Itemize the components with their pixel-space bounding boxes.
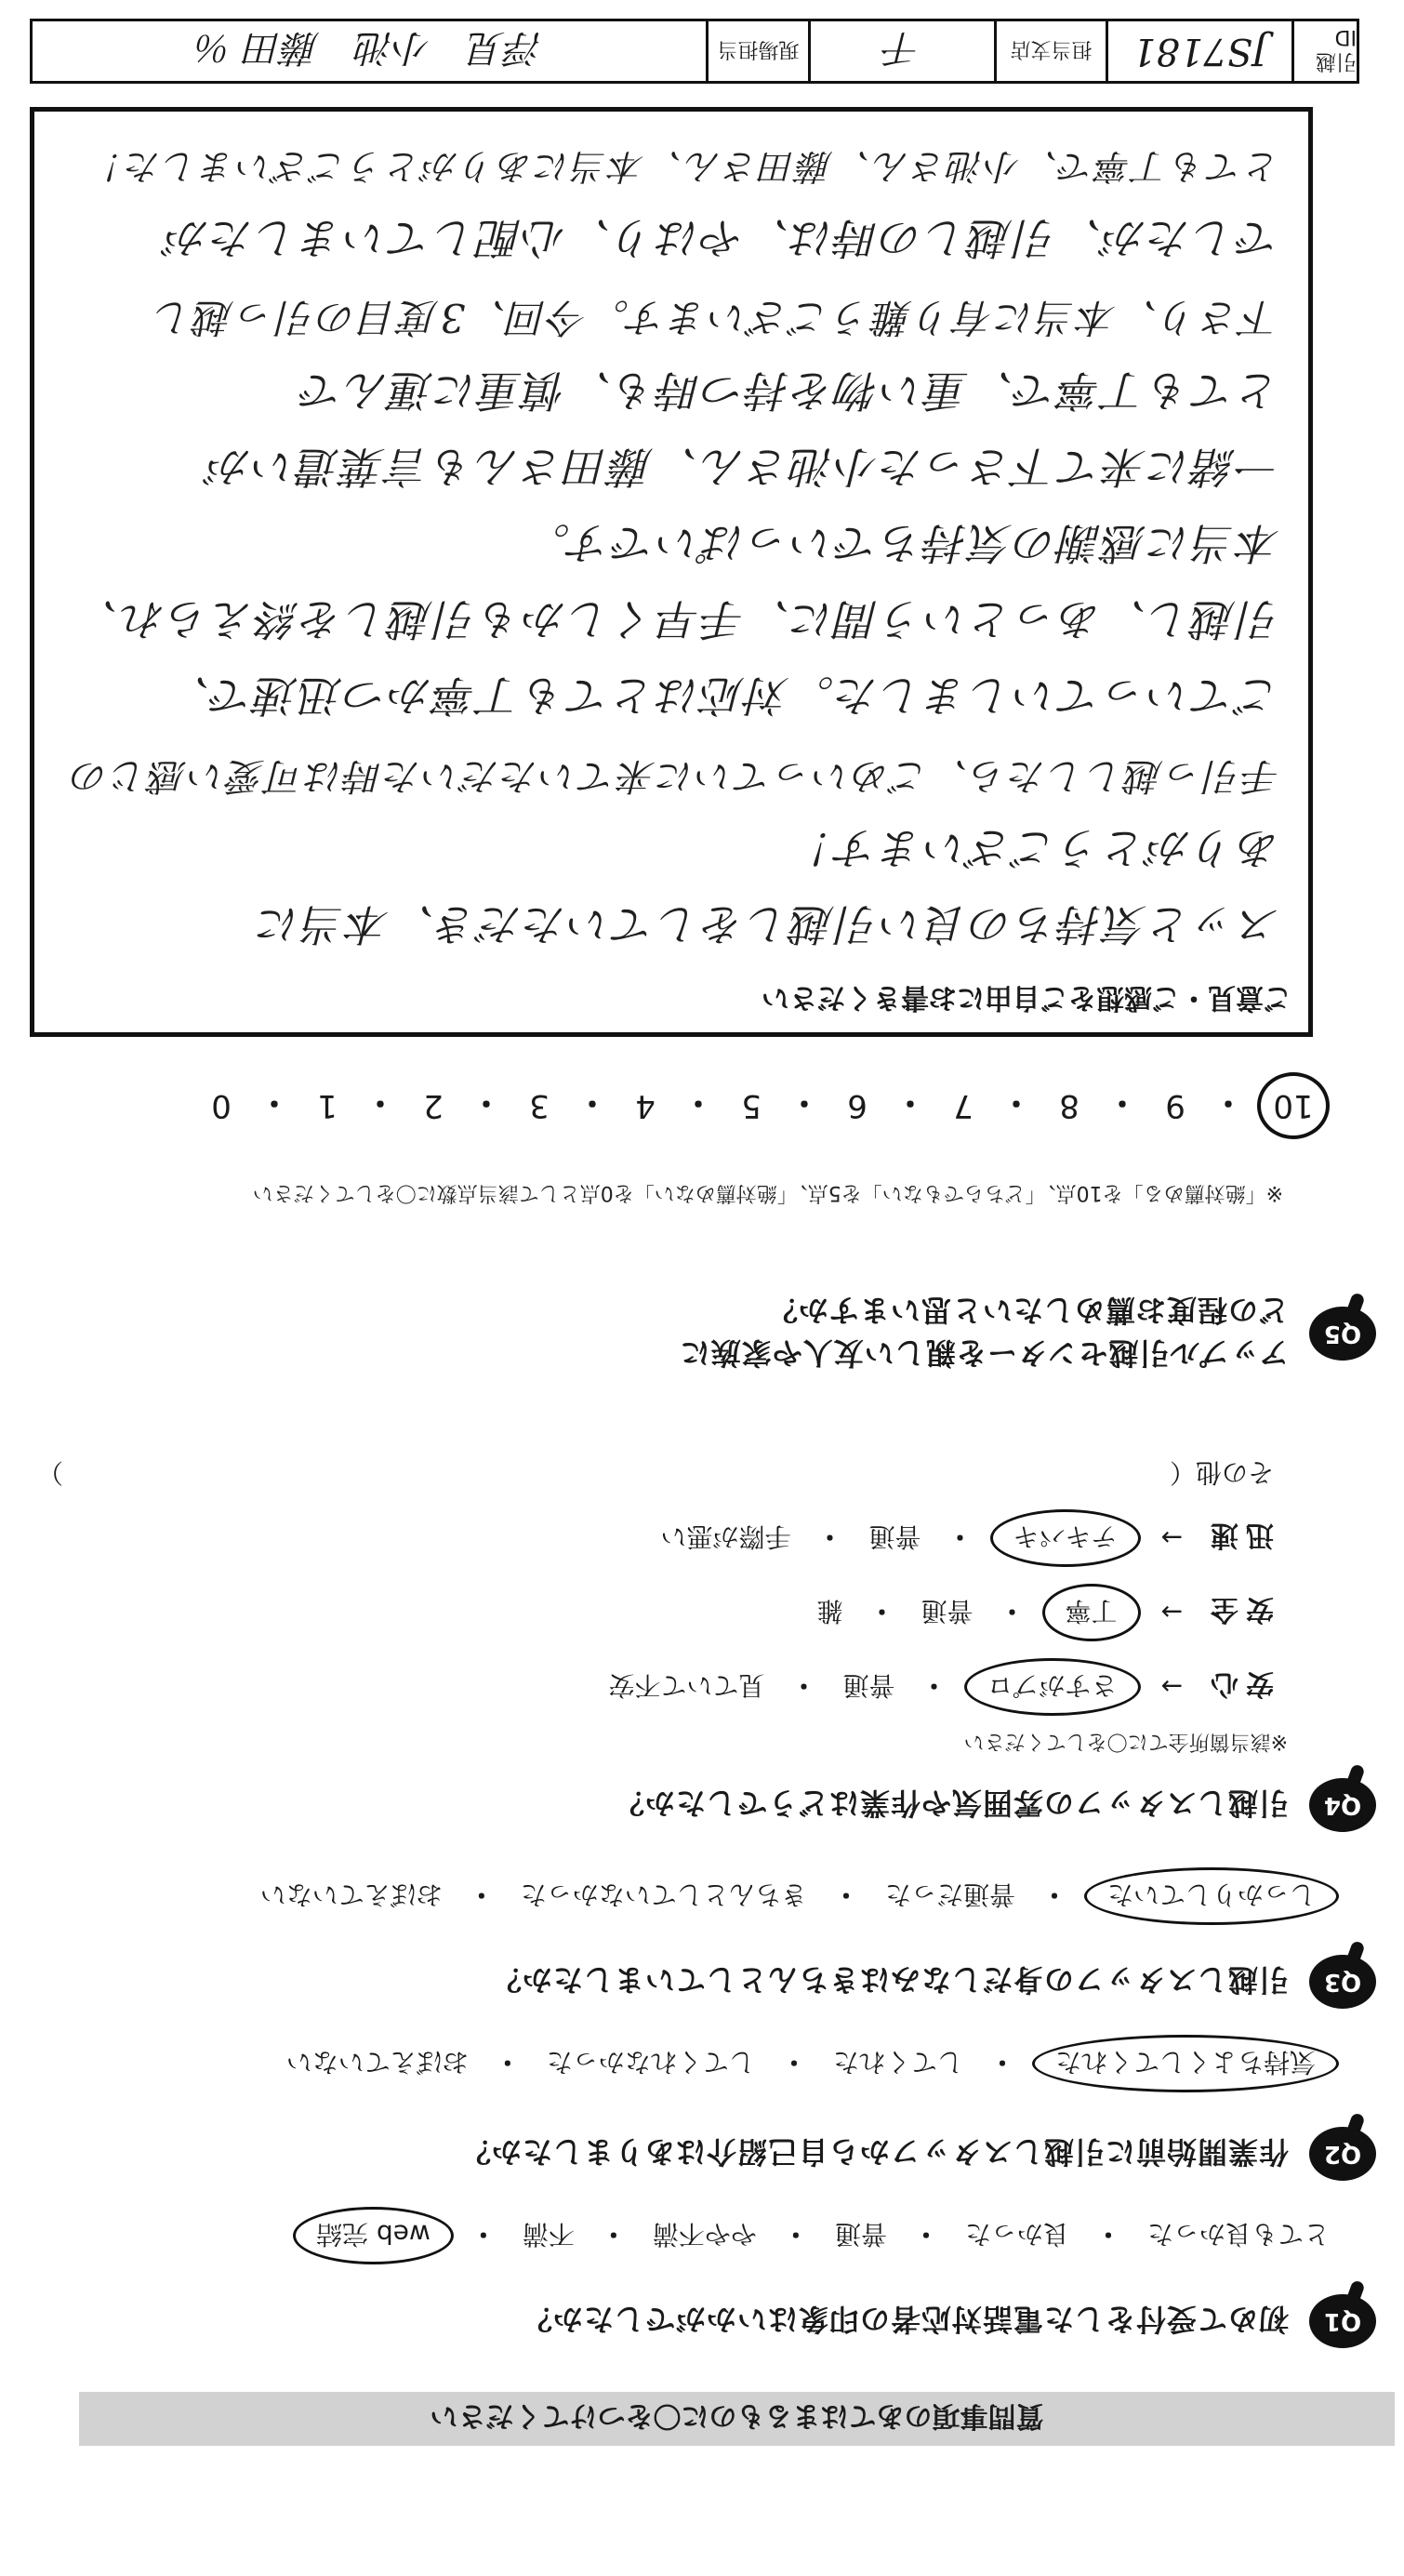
q1-options: とても良かった ・ 良かった ・ 普通 ・ やや不満 ・ 不満 ・ web 完結 [293, 2207, 1339, 2264]
handwritten-line: スッと気持ちの良い引越しをしていただき、本当に [256, 899, 1280, 949]
branch-label: 担当支店 [994, 21, 1106, 81]
comment-box[interactable] [30, 107, 1313, 1037]
q3-header [491, 1955, 1376, 2009]
q5-badge: Q5 [1309, 1307, 1376, 1361]
q4-option[interactable]: 雑 [816, 1596, 843, 1627]
scale-option[interactable]: 6 [847, 1087, 868, 1124]
q1-option[interactable]: 不満 [522, 2219, 575, 2250]
handwritten-line: 手引っ越ししたら、ごめいっていに来ていただいた時は可愛い感じの [70, 754, 1280, 797]
scale-option[interactable]: 2 [423, 1087, 444, 1124]
q2-option[interactable]: してくれた [832, 2047, 963, 2078]
q1-badge: Q1 [1309, 2294, 1376, 2348]
q1-question: 初めて受付をした電話対応者の印象はいかがでしたか？ [521, 2302, 1289, 2337]
q4-option-selected[interactable]: 丁寧 [1042, 1584, 1141, 1641]
scale-option[interactable]: 5 [741, 1087, 762, 1124]
q4-other [37, 1455, 1274, 1493]
instruction-banner: 質問事項のあてはまるものに〇をつけてください [79, 2392, 1395, 2446]
handwritten-line: 引越し、あっという間に、手早くしかも引越しを終えられ、 [73, 594, 1280, 644]
scale-option[interactable]: 1 [317, 1087, 338, 1124]
scale-option[interactable]: 0 [211, 1087, 232, 1124]
q4-option[interactable]: 普通 [842, 1670, 895, 1701]
q4-row-jinsoku: 迅速 → テキパキ ・ 普通 ・ 手際が悪い [651, 1509, 1274, 1567]
q3-badge: Q3 [1309, 1955, 1376, 2009]
q2-header [460, 2127, 1376, 2181]
scale-option[interactable]: 7 [953, 1087, 974, 1124]
q5-scale: 10 ・ 9 ・ 8 ・ 7 ・ 6 ・ 5 ・ 4 ・ 3 ・ 2 ・ 1 ・ 0 [28, 1072, 1330, 1139]
scale-option[interactable]: 9 [1165, 1087, 1185, 1124]
arrow-icon: → [1160, 1597, 1183, 1628]
q2-options: 気持ちよくしてくれた ・ してくれた ・ してくれなかった ・ おぼえていない [277, 2035, 1339, 2092]
q4-question: 引越しスタッフの雰囲気や作業はどうでしたか？ [613, 1786, 1289, 1821]
q1-option[interactable]: 良かった [964, 2219, 1069, 2250]
q4-option-selected[interactable]: さすがプロ [964, 1658, 1141, 1716]
q1-option[interactable]: とても良かった [1146, 2219, 1330, 2250]
q4-category: 安心 [1203, 1667, 1274, 1700]
q3-option[interactable]: きちんとしていなかった [520, 1879, 807, 1910]
handwritten-line: 一緒に来て下さった小池さん、藤田さんも言葉遣いが [206, 442, 1280, 492]
scale-option[interactable]: 3 [529, 1087, 550, 1124]
q3-option-selected[interactable]: しっかりしていた [1084, 1867, 1339, 1925]
id-value[interactable]: JS7181 [1106, 21, 1291, 81]
q4-header [614, 1778, 1376, 1832]
handwritten-line: ありがとうございます！ [789, 823, 1280, 873]
arrow-icon: → [1160, 1671, 1183, 1703]
q3-option[interactable]: 普通だった [884, 1879, 1015, 1910]
q3-option[interactable]: おぼえていない [259, 1879, 443, 1910]
q4-other-label: その他（ [1169, 1457, 1274, 1488]
staff-label: 現場担当 [706, 21, 808, 81]
q3-question: 引越しスタッフの身だしなみはきちんとしていましたか？ [490, 1962, 1289, 1998]
q5-note: ※「絶対薦める」を10点、「どちらでもない」を5点、「絶対薦めない」を0点として該当点数に〇をしてください [252, 1181, 1283, 1204]
id-table [30, 19, 1359, 84]
comment-title: ご意見・ご感想をご自由にお書きください [762, 981, 1291, 1014]
q2-question: 作業開始前に引越しスタッフから自己紹介はありましたか？ [459, 2134, 1289, 2170]
q4-note: ※該当箇所全てに〇をしてください [963, 1730, 1288, 1753]
q4-badge: Q4 [1309, 1778, 1376, 1832]
id-label: 引越ID [1291, 21, 1357, 81]
q4-other-close: ） [37, 1457, 64, 1488]
q2-option-selected[interactable]: 気持ちよくしてくれた [1032, 2035, 1339, 2092]
arrow-icon: → [1160, 1522, 1183, 1554]
scale-option[interactable]: 4 [635, 1087, 656, 1124]
handwritten-line: ごていっていしました。対応はとても丁寧かつ迅速で、 [165, 671, 1280, 721]
branch-value[interactable]: 千 [808, 21, 994, 81]
q4-row-anzen: 安全 → 丁寧 ・ 普通 ・ 雑 [807, 1584, 1274, 1641]
q4-option[interactable]: 普通 [921, 1596, 974, 1627]
q5-question-line1: アップル引越センターを親しい友人や家族に [679, 1335, 1289, 1371]
q3-options: しっかりしていた ・ 普通だった ・ きちんとしていなかった ・ おぼえていない [251, 1867, 1339, 1925]
q4-option[interactable]: 手際が悪い [660, 1521, 791, 1552]
q4-category: 迅速 [1203, 1519, 1274, 1551]
q1-option-selected[interactable]: web 完結 [293, 2207, 454, 2264]
scale-option-selected[interactable]: 10 [1257, 1072, 1330, 1139]
q5-question-line2: どの程度お薦めしたいと思いますか？ [766, 1293, 1289, 1328]
handwritten-line: でしたが、引越しの時は、やはり、心配していましたが [165, 213, 1280, 263]
scale-option[interactable]: 8 [1059, 1087, 1079, 1124]
staff-value[interactable]: 浮見 小池 藤田 ％ [195, 26, 543, 70]
q4-option[interactable]: 見ていて不安 [608, 1670, 765, 1701]
handwritten-line: とても丁寧で、重い物を持つ時も、慎重に運んで [298, 365, 1280, 416]
q2-option[interactable]: おぼえていない [285, 2047, 469, 2078]
handwritten-line: 下さり、本当に有り難うございます。今回、3度目の引っ越し [152, 295, 1280, 340]
q4-category: 安全 [1203, 1593, 1274, 1626]
handwritten-line: 本当に感謝の気持ちでいっぱいです。 [525, 518, 1280, 568]
handwritten-line: とても丁寧で、小池さん、藤田さん、本当にありがとうございました！ [86, 146, 1280, 187]
q1-option[interactable]: 普通 [834, 2219, 887, 2250]
q4-row-anshin: 安心 → さすがプロ ・ 普通 ・ 見ていて不安 [599, 1658, 1274, 1716]
q2-option[interactable]: してくれなかった [546, 2047, 755, 2078]
q4-option[interactable]: 普通 [868, 1521, 921, 1552]
q2-badge: Q2 [1309, 2127, 1376, 2181]
q1-option[interactable]: やや不満 [652, 2219, 757, 2250]
q4-option-selected[interactable]: テキパキ [990, 1509, 1141, 1567]
q5-header [680, 1291, 1376, 1376]
q1-header [522, 2294, 1376, 2348]
